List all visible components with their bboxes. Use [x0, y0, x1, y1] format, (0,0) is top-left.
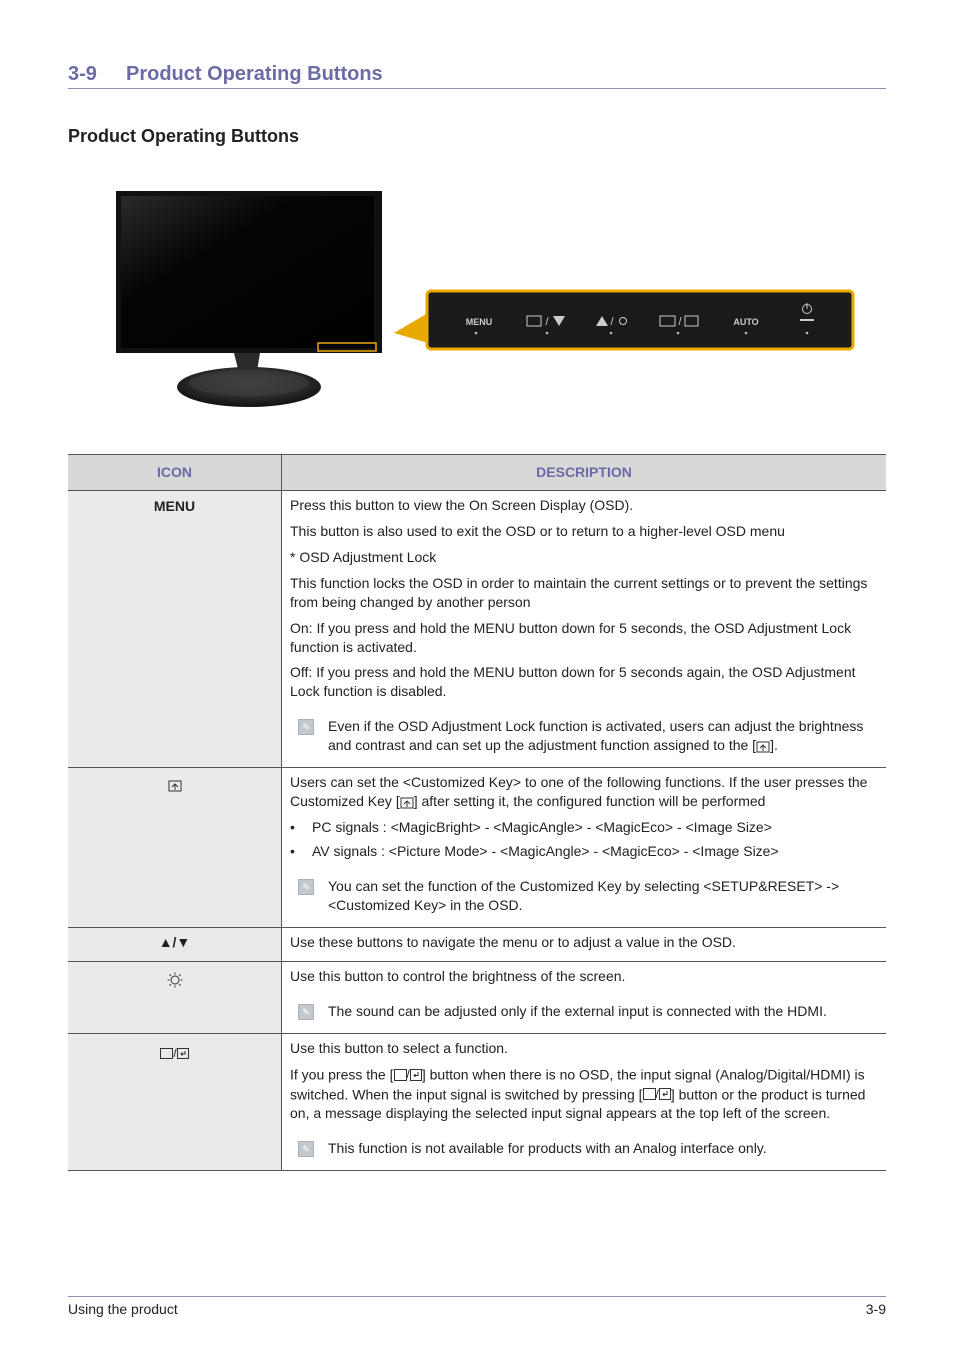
desc-text: If you press the [ [290, 1066, 394, 1083]
table-row [68, 1034, 886, 1171]
desc-text: This function locks the OSD in order to maintain the current settings or to prevent the settings from being changed by another person [290, 575, 868, 610]
col-header-icon: ICON [68, 455, 282, 491]
footer-left: Using the product [68, 1301, 178, 1317]
panel-bright-sep: / [610, 316, 614, 328]
icon-separator: / [406, 1067, 410, 1081]
note [298, 1139, 878, 1158]
col-header-description: DESCRIPTION [282, 455, 887, 491]
list-item: • AV signals : <Picture Mode> - <MagicAngle> - <MagicEco> - <Image Size> [290, 842, 878, 861]
table-row [68, 962, 886, 1034]
desc-text: On: If you press and hold the MENU button down for 5 seconds, the OSD Adjustment Lock function is activated. [290, 620, 852, 655]
desc-text: Use this button to control the brightness of the screen. [290, 968, 626, 984]
table-row [68, 768, 886, 928]
icon-separator: / [655, 1086, 659, 1101]
table-row [68, 491, 886, 768]
desc-text: This button is also used to exit the OSD or to return to a higher-level OSD menu [290, 523, 785, 539]
customized-key-icon [756, 741, 770, 753]
note-text: You can set the function of the Customized Key by selecting <SETUP&RESET> -> <Customized Key> in the OSD. [328, 878, 840, 913]
desc-text: Users can set the <Customized Key> to one of the following functions. If the user presses the Customized Key [ [290, 774, 868, 809]
table-row [68, 928, 886, 962]
section-title [68, 62, 886, 89]
section-number: 3-9 [68, 63, 97, 85]
panel-updown-sep: / [545, 316, 549, 328]
desc-text: Use these buttons to navigate the menu or to adjust a value in the OSD. [290, 934, 736, 950]
note [298, 877, 878, 915]
desc-text: Use this button to select a function. [290, 1040, 508, 1056]
note [298, 1002, 878, 1021]
desc-text: ] after setting it, the configured function will be performed [413, 793, 766, 809]
note-icon: ✎ [298, 879, 314, 895]
desc-text: Press this button to view the On Screen Display (OSD). [290, 497, 634, 513]
source-icon [643, 1088, 656, 1100]
note-text: Even if the OSD Adjustment Lock function is activated, users can adjust the brightness and contrast and can set up the adjustment function assigned to the [ [328, 718, 864, 753]
note-icon: ✎ [298, 1141, 314, 1157]
source-enter-icon [394, 1065, 422, 1084]
source-enter-icon [160, 1044, 188, 1063]
brightness-icon [167, 972, 183, 988]
page-number: 3-9 [865, 1301, 886, 1317]
subtitle: Product Operating Buttons [68, 126, 299, 146]
menu-icon-label: MENU [68, 491, 282, 768]
section-title-text: Product Operating Buttons [126, 63, 383, 85]
source-enter-icon [643, 1085, 671, 1104]
note-text: ]. [770, 737, 778, 753]
icon-separator: / [173, 1046, 177, 1060]
page-footer [68, 1296, 886, 1317]
desc-text: * OSD Adjustment Lock [290, 549, 437, 565]
customized-key-icon [168, 780, 182, 792]
enter-icon [177, 1048, 189, 1059]
enter-icon [659, 1088, 671, 1100]
updown-icon-label: ▲/▼ [68, 928, 282, 962]
panel-auto-label: AUTO [733, 317, 759, 327]
customized-key-icon [400, 797, 414, 809]
buttons-table [68, 454, 886, 1171]
desc-text: ] button or the product is turned on, a message displaying the selected input signal appears at the top left of the screen. [290, 1086, 866, 1121]
list-item: • PC signals : <MagicBright> - <MagicAngle> - <MagicEco> - <Image Size> [290, 818, 878, 837]
panel-menu-label: MENU [465, 317, 493, 327]
note-text: This function is not available for products with an Analog interface only. [328, 1140, 767, 1156]
monitor-icon [116, 191, 382, 407]
desc-text: Off: If you press and hold the MENU button down for 5 seconds again, the OSD Adjustment Lock function is disabled. [290, 664, 856, 699]
desc-text: ] button when there is no OSD, the input signal (Analog/Digital/HDMI) is switched. When the input signal is switched by pressing [ [290, 1066, 865, 1102]
note-icon: ✎ [298, 1004, 314, 1020]
enter-icon [410, 1069, 422, 1081]
source-icon [160, 1048, 173, 1059]
monitor-illustration [110, 185, 870, 420]
source-icon [394, 1069, 407, 1081]
note-text: The sound can be adjusted only if the external input is connected with the HDMI. [328, 1003, 827, 1019]
note [298, 717, 878, 755]
panel-source-sep: / [678, 316, 682, 328]
signal-list [290, 818, 878, 861]
note-icon: ✎ [298, 719, 314, 735]
button-panel [427, 291, 853, 349]
